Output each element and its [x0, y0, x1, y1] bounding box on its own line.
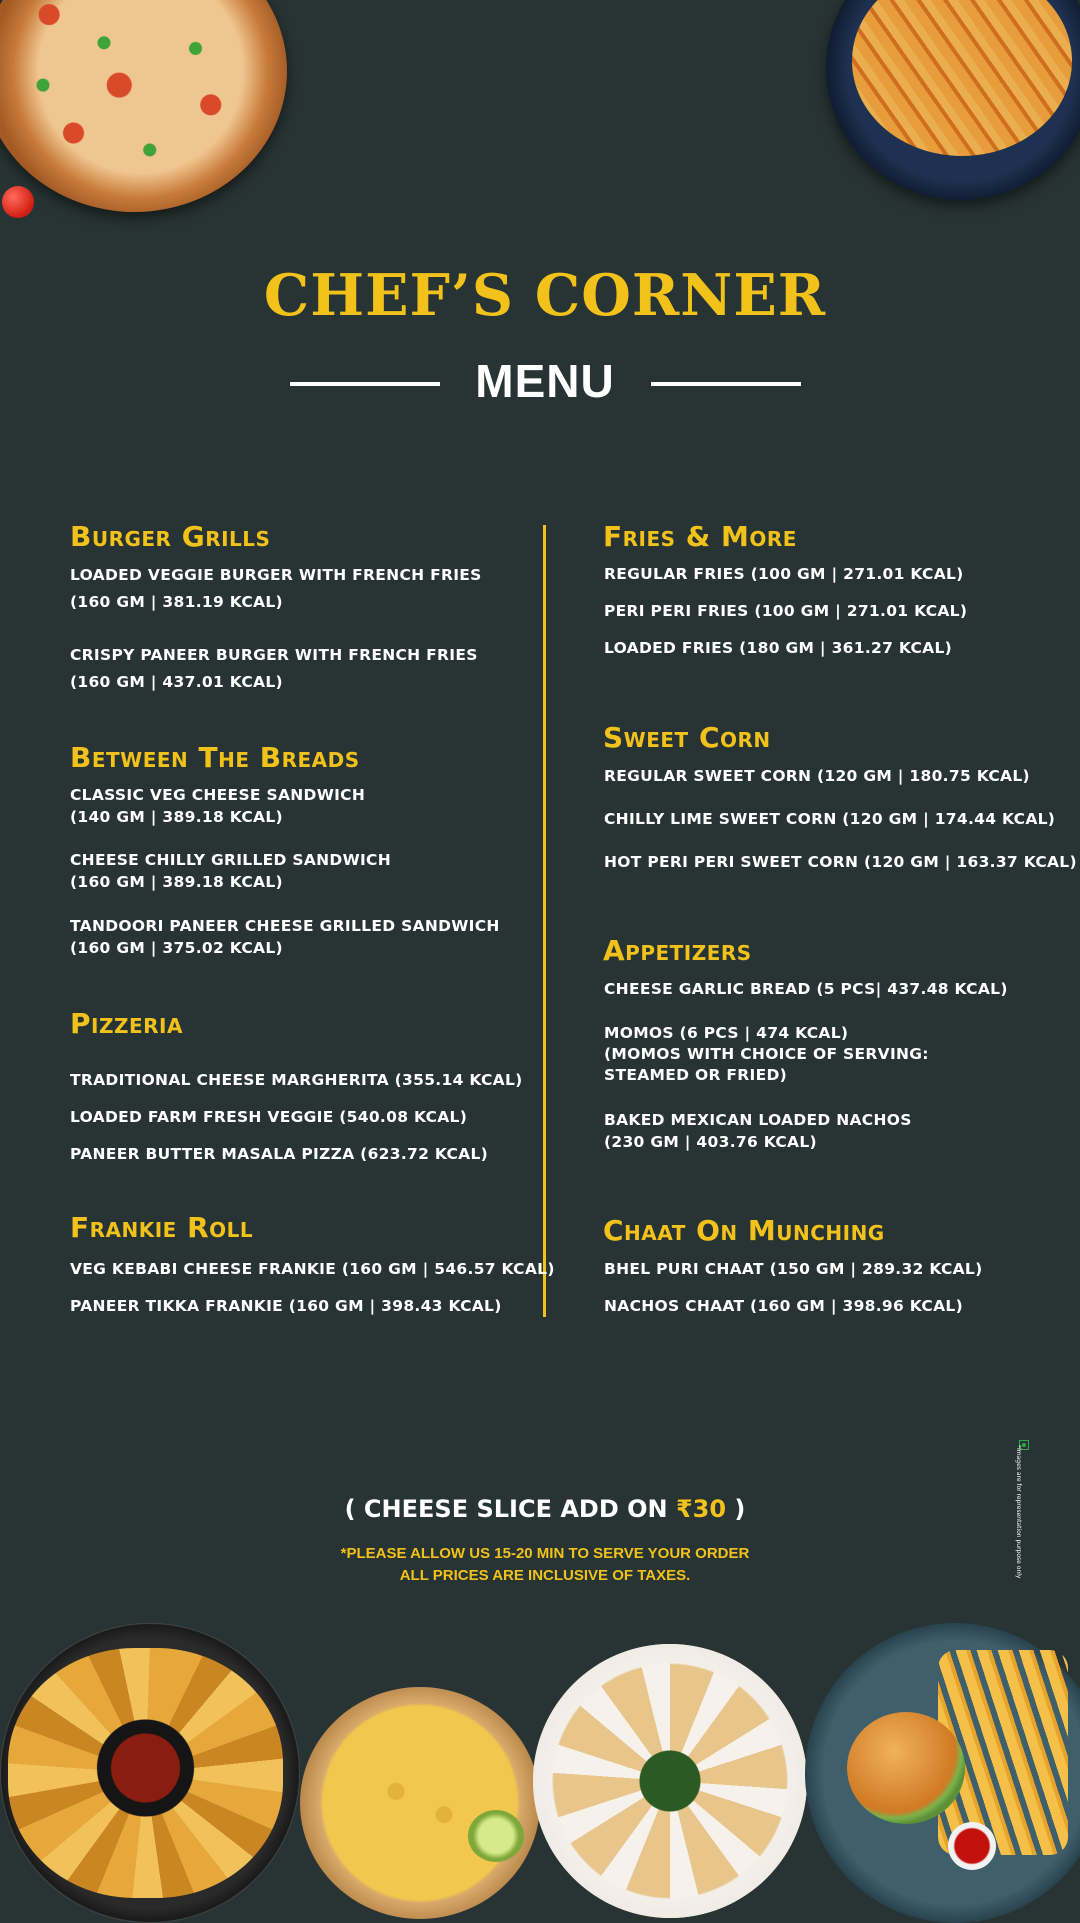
menu-item: LOADED FRIES (180 GM | 361.27 KCAL) — [604, 639, 953, 657]
menu-item: (140 GM | 389.18 KCAL) — [70, 808, 283, 826]
tomato-image — [2, 186, 34, 218]
section-appetizers — [603, 934, 752, 968]
taxes-note: ALL PRICES ARE INCLUSIVE OF TAXES. — [399, 1567, 691, 1584]
menu-item: (160 GM | 437.01 KCAL) — [70, 673, 283, 691]
menu-item: STEAMED OR FRIED) — [604, 1066, 788, 1084]
image-disclaimer: *Images are for representation purpose only — [1015, 1445, 1022, 1579]
pizza-image — [0, 0, 287, 212]
menu-item: CHILLY LIME SWEET CORN (120 GM | 174.44 KCAL) — [604, 810, 1056, 828]
menu-item: REGULAR SWEET CORN (120 GM | 180.75 KCAL) — [604, 767, 1030, 785]
section-heading: Pizzeria — [70, 1007, 183, 1040]
menu-item: CRISPY PANEER BURGER WITH FRENCH FRIES — [70, 646, 478, 664]
ketchup-image — [948, 1822, 996, 1870]
menu-item: (230 GM | 403.76 KCAL) — [604, 1133, 817, 1151]
menu-item: CLASSIC VEG CHEESE SANDWICH — [70, 786, 366, 804]
menu-item: TRADITIONAL CHEESE MARGHERITA (355.14 KCAL) — [70, 1071, 523, 1089]
menu-item: HOT PERI PERI SWEET CORN (120 GM | 163.37 KCAL) — [604, 853, 1077, 871]
menu-item: CHEESE GARLIC BREAD (5 PCS| 437.48 KCAL) — [604, 980, 1008, 998]
menu-item: PANEER TIKKA FRANKIE (160 GM | 398.43 KCAL) — [70, 1297, 502, 1315]
menu-item: (160 GM | 375.02 KCAL) — [70, 939, 283, 957]
section-between-breads — [70, 741, 360, 775]
menu-item: (160 GM | 389.18 KCAL) — [70, 873, 283, 891]
menu-item: LOADED VEGGIE BURGER WITH FRENCH FRIES — [70, 566, 482, 584]
section-heading: Between The Breads — [70, 741, 360, 774]
cheese-addon-prefix: ( CHEESE SLICE ADD ON — [344, 1495, 676, 1523]
section-heading: Chaat On Munching — [603, 1214, 885, 1247]
section-frankie-roll — [70, 1211, 253, 1245]
section-sweet-corn — [603, 721, 771, 755]
menu-item: LOADED FARM FRESH VEGGIE (540.08 KCAL) — [70, 1108, 468, 1126]
section-heading: Fries & More — [603, 520, 797, 553]
section-burger-grills — [70, 520, 270, 554]
menu-item: PANEER BUTTER MASALA PIZZA (623.72 KCAL) — [70, 1145, 489, 1163]
menu-rule-right — [651, 382, 801, 386]
momos-plate-image — [533, 1644, 807, 1918]
menu-item: REGULAR FRIES (100 GM | 271.01 KCAL) — [604, 565, 964, 583]
menu-item: (160 GM | 381.19 KCAL) — [70, 593, 283, 611]
section-pizzeria — [70, 1007, 183, 1041]
menu-item: VEG KEBABI CHEESE FRANKIE (160 GM | 546.57 KCAL) — [70, 1260, 555, 1278]
menu-item: PERI PERI FRIES (100 GM | 271.01 KCAL) — [604, 602, 968, 620]
menu-item: TANDOORI PANEER CHEESE GRILLED SANDWICH — [70, 917, 500, 935]
menu-item: (MOMOS WITH CHOICE OF SERVING: — [604, 1045, 929, 1063]
lime-image — [468, 1810, 524, 1862]
menu-item: BHEL PURI CHAAT (150 GM | 289.32 KCAL) — [604, 1260, 983, 1278]
sweet-corn-bowl-image — [300, 1687, 540, 1919]
burger-image — [847, 1712, 965, 1824]
menu-item: BAKED MEXICAN LOADED NACHOS — [604, 1111, 912, 1129]
section-heading: Sweet Corn — [603, 721, 771, 754]
section-heading: Appetizers — [603, 934, 752, 967]
section-fries-more — [603, 520, 797, 554]
cheese-addon-suffix: ) — [726, 1495, 746, 1523]
menu-heading: MENU — [475, 355, 615, 407]
menu-item: CHEESE CHILLY GRILLED SANDWICH — [70, 851, 391, 869]
cheese-addon-price: ₹30 — [675, 1495, 727, 1523]
section-heading: Frankie Roll — [70, 1211, 254, 1244]
menu-item: MOMOS (6 PCS | 474 KCAL) — [604, 1024, 849, 1042]
serve-time-note: *PLEASE ALLOW US 15-20 MIN TO SERVE YOUR ORDER — [340, 1545, 750, 1562]
column-divider — [543, 525, 546, 1317]
section-chaat — [603, 1214, 885, 1248]
cheese-addon-note — [0, 1495, 1080, 1523]
restaurant-title: CHEF’S CORNER — [263, 262, 827, 329]
pasta-image — [826, 0, 1080, 200]
nachos-image — [8, 1648, 283, 1898]
section-heading: Burger Grills — [70, 520, 271, 553]
menu-item: NACHOS CHAAT (160 GM | 398.96 KCAL) — [604, 1297, 963, 1315]
